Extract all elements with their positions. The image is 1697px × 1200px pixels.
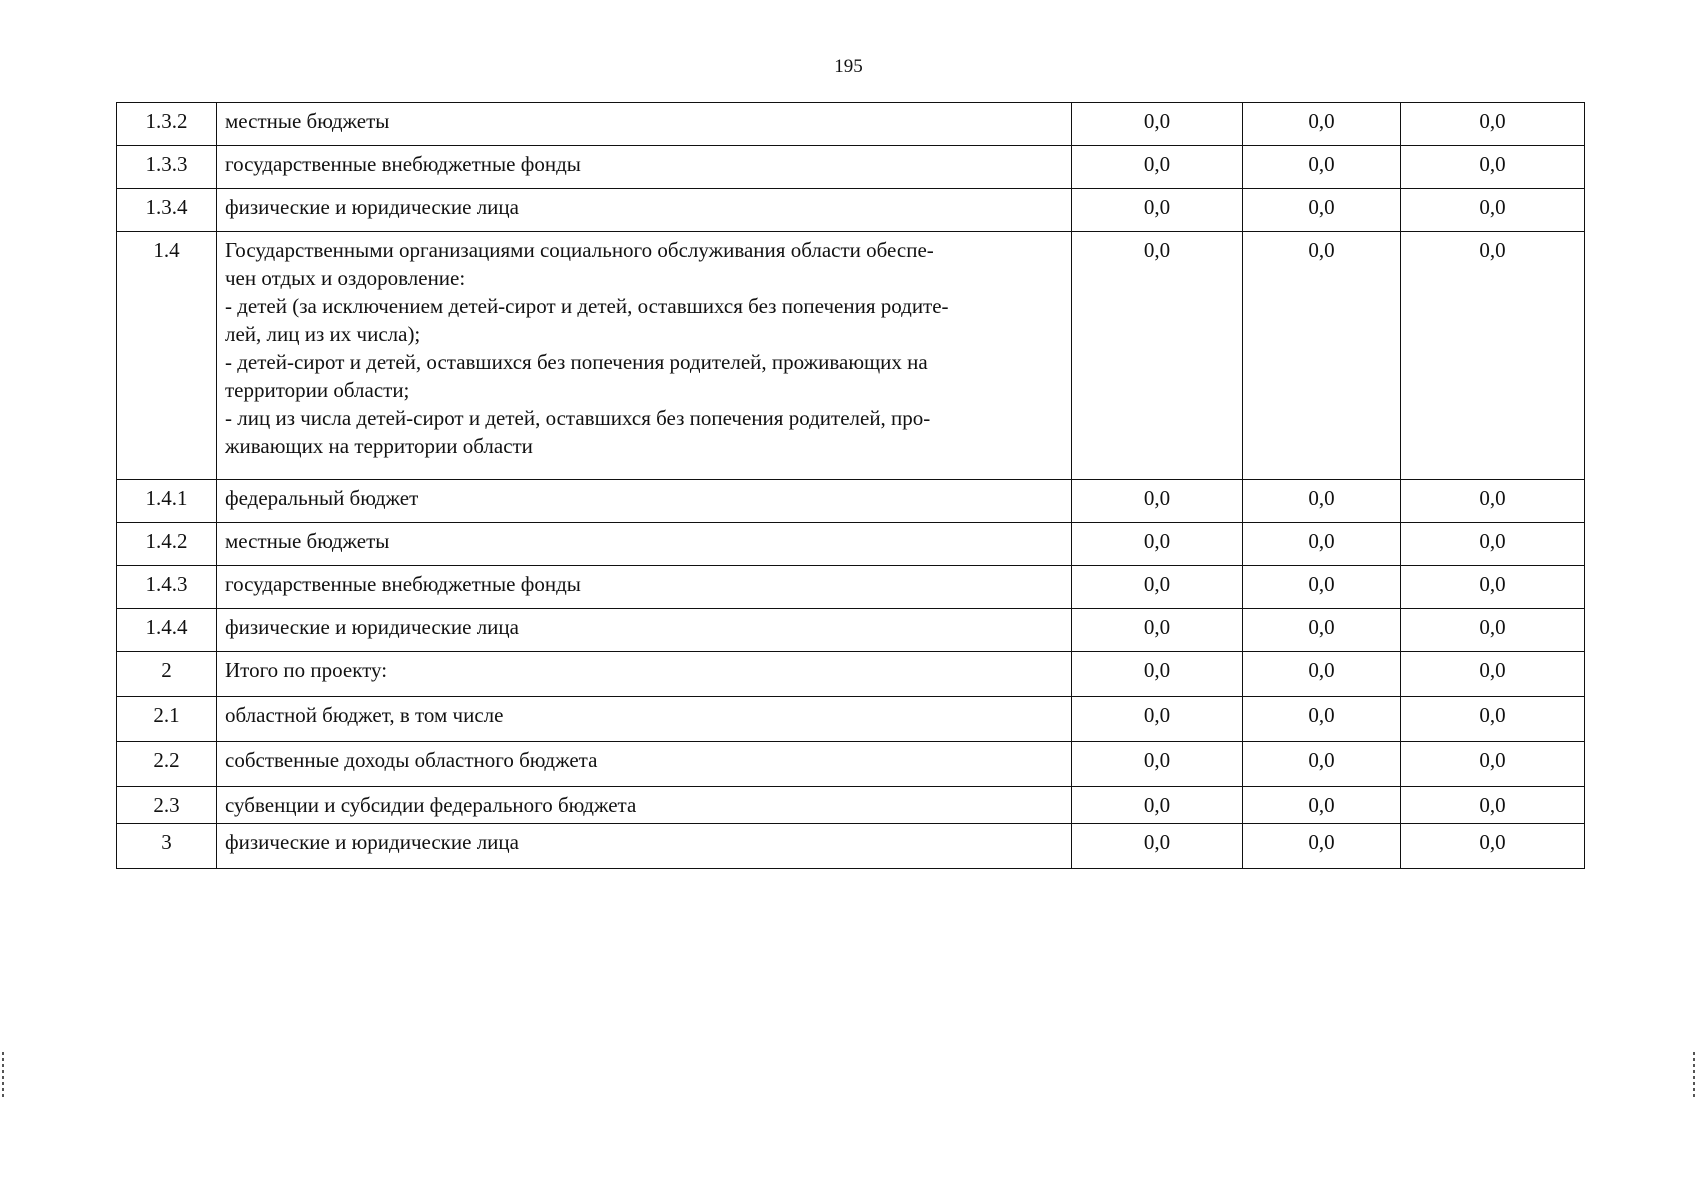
row-number-cell: 2.1 (117, 697, 217, 742)
description-line: физические и юридические лица (225, 615, 519, 639)
row-number-cell: 1.4 (117, 232, 217, 480)
table-row (117, 697, 1585, 742)
table-row (117, 742, 1585, 787)
value-cell-1: 0,0 (1072, 103, 1243, 146)
value-cell-2: 0,0 (1243, 566, 1401, 609)
table-row (117, 652, 1585, 697)
row-number-cell: 1.3.3 (117, 146, 217, 189)
value-cell-3: 0,0 (1401, 566, 1585, 609)
description-line: федеральный бюджет (225, 486, 419, 510)
value-cell-3: 0,0 (1401, 103, 1585, 146)
description-line: Итого по проекту: (225, 658, 388, 682)
description-line: физические и юридические лица (225, 195, 519, 219)
value-cell-1: 0,0 (1072, 189, 1243, 232)
row-number-cell: 2 (117, 652, 217, 697)
row-description-cell (217, 566, 1072, 609)
value-cell-1: 0,0 (1072, 652, 1243, 697)
budget-table (116, 102, 1585, 869)
value-cell-1: 0,0 (1072, 566, 1243, 609)
description-line: - детей (за исключением детей-сирот и детей, оставшихся без попечения родите- (225, 294, 949, 318)
row-description-cell (217, 232, 1072, 480)
row-description-cell (217, 480, 1072, 523)
table-row (117, 146, 1585, 189)
value-cell-2: 0,0 (1243, 787, 1401, 824)
value-cell-2: 0,0 (1243, 697, 1401, 742)
value-cell-3: 0,0 (1401, 480, 1585, 523)
description-line: лей, лиц из их числа); (225, 322, 421, 346)
row-description-cell (217, 189, 1072, 232)
description-line: физические и юридические лица (225, 830, 519, 854)
description-line: Государственными организациями социального обслуживания области обеспе- (225, 238, 934, 262)
description-line: - детей-сирот и детей, оставшихся без попечения родителей, проживающих на (225, 350, 928, 374)
description-line: местные бюджеты (225, 109, 390, 133)
description-line: областной бюджет, в том числе (225, 703, 504, 727)
row-description-cell (217, 609, 1072, 652)
description-line: - лиц из числа детей-сирот и детей, оставшихся без попечения родителей, про- (225, 406, 931, 430)
row-number-cell: 1.4.2 (117, 523, 217, 566)
table-row (117, 480, 1585, 523)
value-cell-3: 0,0 (1401, 697, 1585, 742)
table-row (117, 787, 1585, 824)
value-cell-3: 0,0 (1401, 742, 1585, 787)
description-line: собственные доходы областного бюджета (225, 748, 598, 772)
right-margin-mark (1693, 1052, 1695, 1098)
value-cell-1: 0,0 (1072, 146, 1243, 189)
value-cell-3: 0,0 (1401, 824, 1585, 869)
value-cell-2: 0,0 (1243, 523, 1401, 566)
value-cell-1: 0,0 (1072, 523, 1243, 566)
row-description-cell (217, 523, 1072, 566)
value-cell-2: 0,0 (1243, 742, 1401, 787)
row-number-cell: 3 (117, 824, 217, 869)
value-cell-1: 0,0 (1072, 787, 1243, 824)
value-cell-3: 0,0 (1401, 146, 1585, 189)
value-cell-1: 0,0 (1072, 697, 1243, 742)
row-description-cell (217, 787, 1072, 824)
value-cell-1: 0,0 (1072, 824, 1243, 869)
value-cell-2: 0,0 (1243, 824, 1401, 869)
description-line: субвенции и субсидии федерального бюджета (225, 793, 637, 817)
description-line: территории области; (225, 378, 410, 402)
value-cell-1: 0,0 (1072, 742, 1243, 787)
left-margin-mark (2, 1052, 4, 1098)
value-cell-2: 0,0 (1243, 103, 1401, 146)
row-number-cell: 1.3.4 (117, 189, 217, 232)
row-number-cell: 1.4.1 (117, 480, 217, 523)
table-row (117, 189, 1585, 232)
row-number-cell: 1.4.3 (117, 566, 217, 609)
value-cell-3: 0,0 (1401, 523, 1585, 566)
description-line: чен отдых и оздоровление: (225, 266, 466, 290)
row-number-cell: 1.4.4 (117, 609, 217, 652)
table-row (117, 103, 1585, 146)
row-description-cell (217, 652, 1072, 697)
row-description-cell (217, 742, 1072, 787)
value-cell-2: 0,0 (1243, 189, 1401, 232)
row-description-cell (217, 824, 1072, 869)
table-row (117, 566, 1585, 609)
table-row (117, 232, 1585, 480)
description-line: живающих на территории области (225, 434, 533, 458)
budget-table-body (117, 103, 1585, 869)
value-cell-2: 0,0 (1243, 480, 1401, 523)
value-cell-3: 0,0 (1401, 787, 1585, 824)
value-cell-3: 0,0 (1401, 609, 1585, 652)
value-cell-2: 0,0 (1243, 232, 1401, 480)
table-row (117, 523, 1585, 566)
table-row (117, 824, 1585, 869)
value-cell-3: 0,0 (1401, 189, 1585, 232)
value-cell-1: 0,0 (1072, 232, 1243, 480)
value-cell-1: 0,0 (1072, 609, 1243, 652)
table-row (117, 609, 1585, 652)
row-number-cell: 1.3.2 (117, 103, 217, 146)
value-cell-2: 0,0 (1243, 652, 1401, 697)
value-cell-2: 0,0 (1243, 146, 1401, 189)
row-description-cell (217, 697, 1072, 742)
value-cell-1: 0,0 (1072, 480, 1243, 523)
value-cell-2: 0,0 (1243, 609, 1401, 652)
row-description-cell (217, 103, 1072, 146)
value-cell-3: 0,0 (1401, 652, 1585, 697)
description-line: местные бюджеты (225, 529, 390, 553)
page-number: 195 (834, 56, 863, 77)
row-number-cell: 2.2 (117, 742, 217, 787)
description-line: государственные внебюджетные фонды (225, 572, 581, 596)
value-cell-3: 0,0 (1401, 232, 1585, 480)
row-description-cell (217, 146, 1072, 189)
description-line: государственные внебюджетные фонды (225, 152, 581, 176)
row-number-cell: 2.3 (117, 787, 217, 824)
